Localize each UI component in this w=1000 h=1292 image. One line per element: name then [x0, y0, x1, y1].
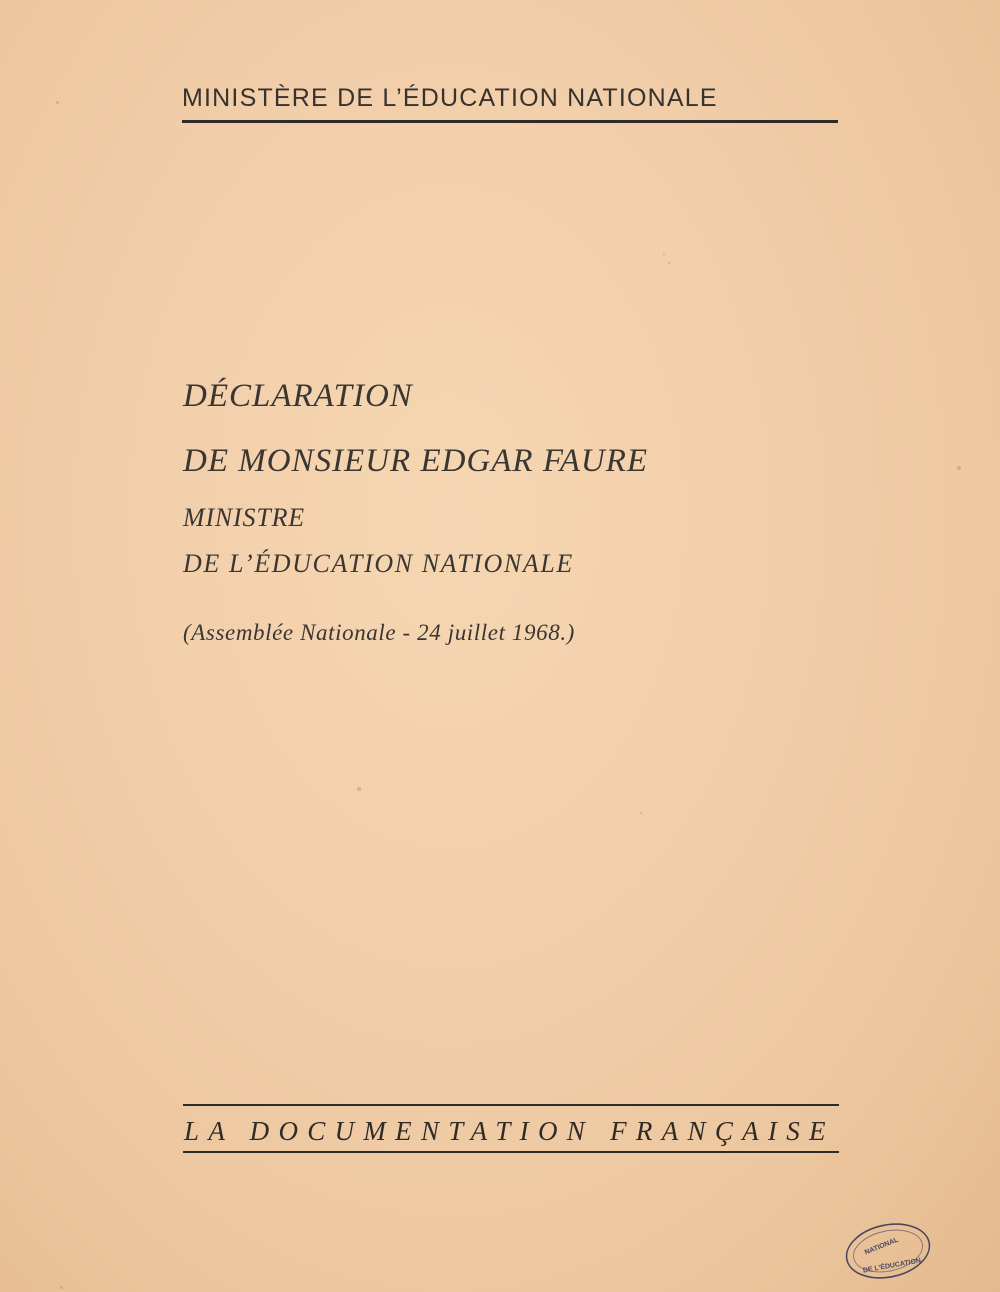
paper-speck	[357, 787, 361, 791]
occasion-date: (Assemblée Nationale - 24 juillet 1968.)	[183, 620, 575, 645]
header-rule	[182, 120, 838, 123]
speaker-role: MINISTRE	[183, 503, 305, 532]
publisher-name: LA DOCUMENTATION FRANÇAISE	[184, 1116, 835, 1146]
ministry-header: MINISTÈRE DE L’ÉDUCATION NATIONALE	[182, 84, 718, 112]
speaker-name: DE MONSIEUR EDGAR FAURE	[183, 443, 649, 479]
paper-speck	[957, 466, 961, 470]
paper-speck	[640, 812, 642, 814]
publisher-top-rule	[183, 1104, 839, 1106]
paper-speck	[56, 101, 59, 104]
publisher-bottom-rule	[183, 1151, 839, 1153]
paper-speck	[60, 1286, 63, 1289]
speaker-ministry: DE L’ÉDUCATION NATIONALE	[183, 549, 574, 578]
declaration-title: DÉCLARATION	[183, 378, 413, 414]
library-stamp	[844, 1222, 932, 1280]
svg-text:NATIONAL: NATIONAL	[863, 1236, 900, 1257]
paper-speck	[663, 253, 665, 255]
paper-speck	[668, 262, 670, 264]
svg-text:DE L'ÉDUCATION: DE L'ÉDUCATION	[862, 1257, 922, 1275]
